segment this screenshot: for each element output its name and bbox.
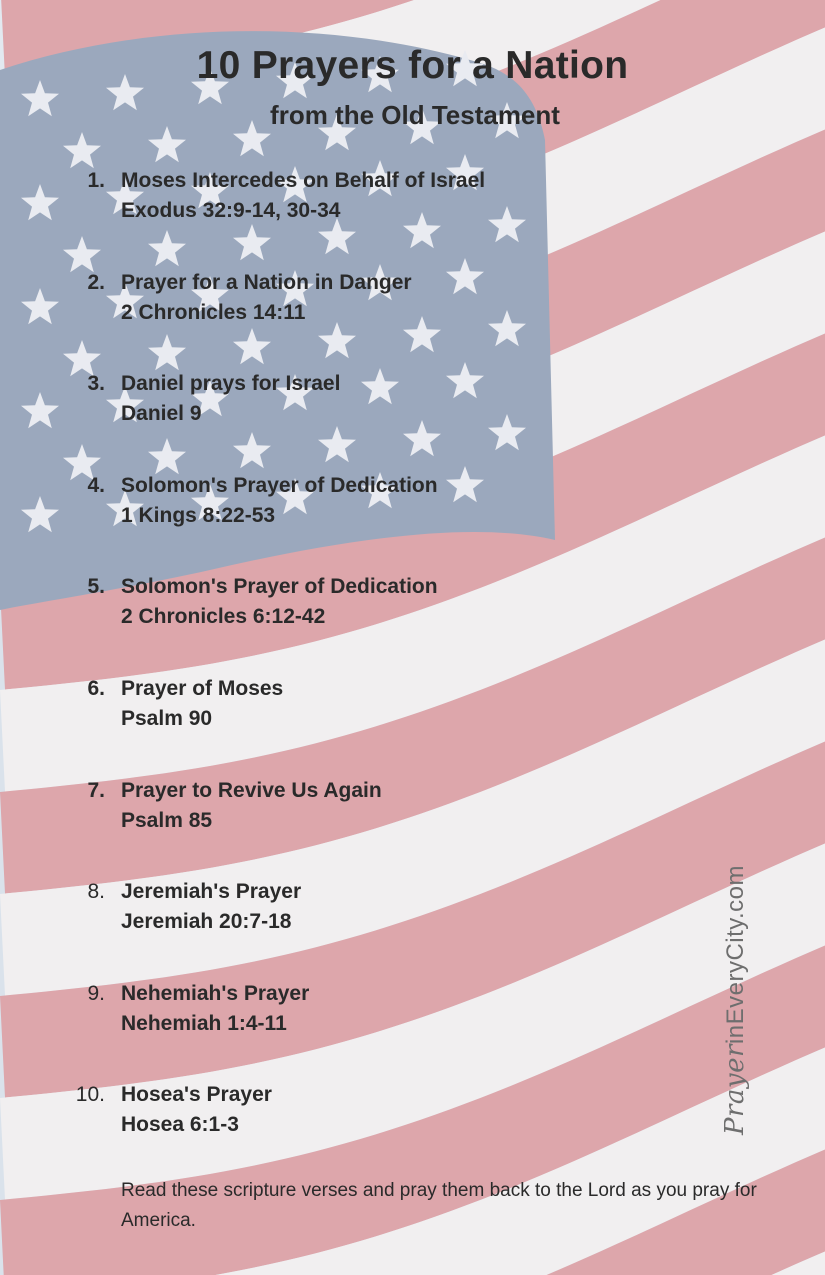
watermark-text: inEveryCity.com <box>722 864 749 1045</box>
prayer-reference: Nehemiah 1:4-11 <box>121 1011 287 1035</box>
prayer-title: Solomon's Prayer of Dedication <box>121 575 438 599</box>
prayer-title: Nehemiah's Prayer <box>121 981 310 1005</box>
prayer-reference: Psalm 85 <box>121 808 213 832</box>
list-item-number: 5. <box>87 575 105 599</box>
site-watermark <box>720 865 750 1135</box>
list-item <box>0 1080 825 1182</box>
prayer-reference: Hosea 6:1-3 <box>121 1113 239 1137</box>
list-item <box>0 166 825 268</box>
list-item-number: 4. <box>87 473 105 497</box>
prayer-reference: 2 Chronicles 14:11 <box>121 300 306 324</box>
list-item-number: 8. <box>87 880 105 904</box>
prayer-list <box>0 166 825 1182</box>
page-title: 10 Prayers for a Nation <box>196 44 629 87</box>
prayer-title: Solomon's Prayer of Dedication <box>121 473 438 497</box>
list-item <box>0 674 825 776</box>
prayer-title: Prayer of Moses <box>121 676 284 700</box>
list-item-number: 3. <box>87 372 105 396</box>
list-item <box>0 776 825 878</box>
list-item <box>0 979 825 1081</box>
prayer-reference: 1 Kings 8:22-53 <box>121 503 276 527</box>
prayer-reference: 2 Chronicles 6:12-42 <box>121 605 326 629</box>
prayer-reference: Jeremiah 20:7-18 <box>121 910 292 934</box>
prayer-title: Prayer to Revive Us Again <box>121 778 382 802</box>
list-item <box>0 471 825 573</box>
list-item-number: 7. <box>87 778 105 802</box>
footer-note: Read these scripture verses and pray them back to the Lord as you pray for America. <box>121 1180 757 1231</box>
watermark-script: Prayer <box>720 1044 750 1136</box>
prayer-title: Jeremiah's Prayer <box>121 880 302 904</box>
prayer-reference: Psalm 90 <box>121 706 213 730</box>
list-item-number: 6. <box>87 676 105 700</box>
prayer-title: Daniel prays for Israel <box>121 372 341 396</box>
prayer-reference: Daniel 9 <box>121 402 202 426</box>
list-item <box>0 877 825 979</box>
prayer-title: Moses Intercedes on Behalf of Israel <box>121 169 486 192</box>
list-item-number: 1. <box>87 169 105 192</box>
list-item-number: 10. <box>75 1083 105 1107</box>
page-subtitle: from the Old Testament <box>270 100 560 130</box>
list-item <box>0 572 825 674</box>
prayer-title: Hosea's Prayer <box>121 1083 272 1107</box>
list-item <box>0 268 825 370</box>
prayer-title: Prayer for a Nation in Danger <box>121 270 412 294</box>
list-item-number: 2. <box>87 270 105 294</box>
prayer-reference: Exodus 32:9-14, 30-34 <box>121 199 341 222</box>
list-item <box>0 369 825 471</box>
list-item-number: 9. <box>87 981 105 1005</box>
